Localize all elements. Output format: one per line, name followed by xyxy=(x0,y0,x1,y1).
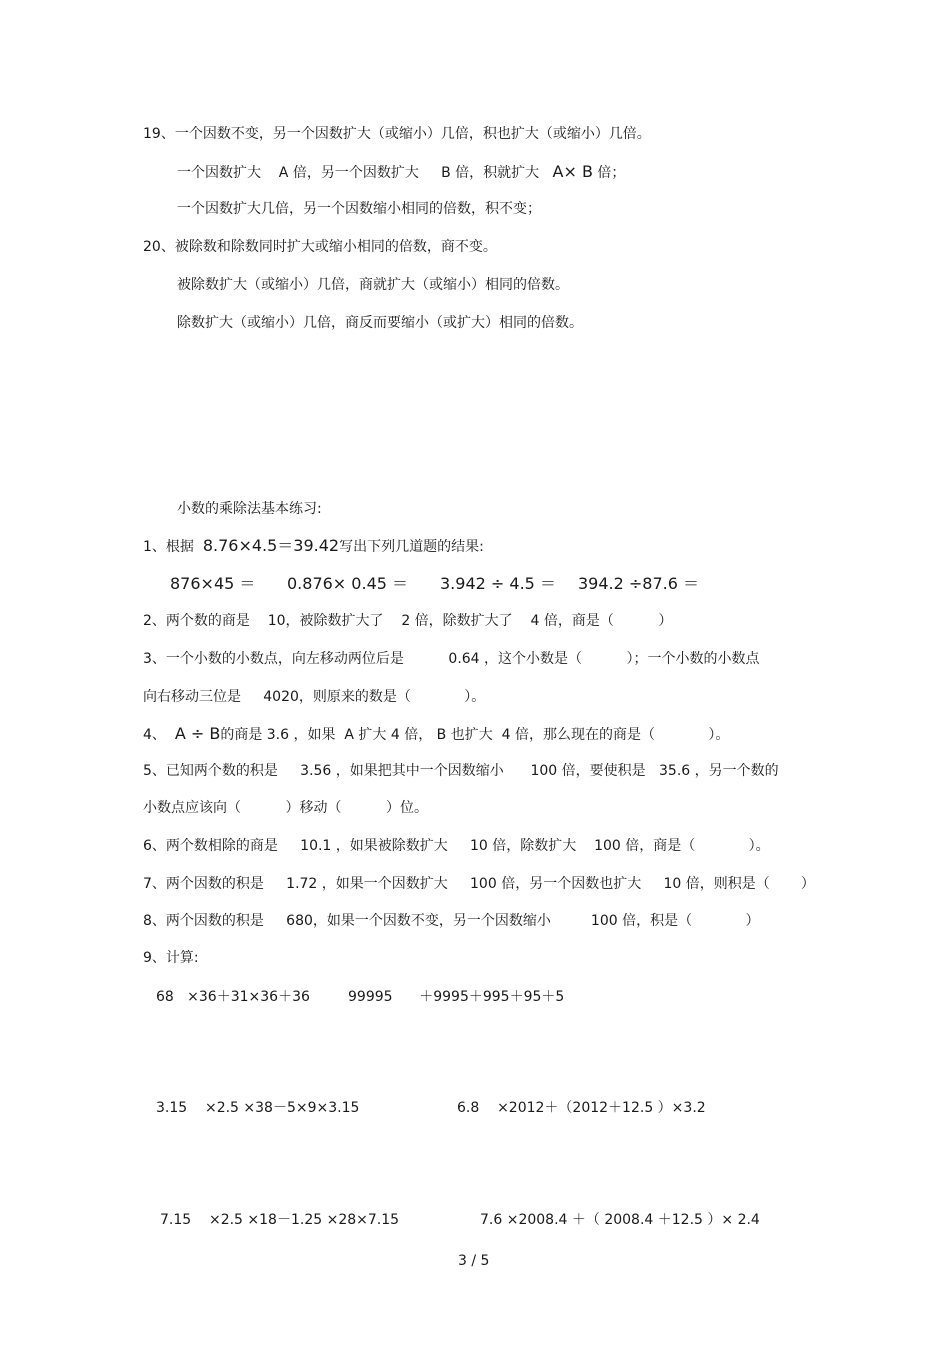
calc-expression: 7.15 ×2.5 ×18－1.25 ×28×7.15 xyxy=(160,1212,400,1228)
question-1 xyxy=(143,537,484,556)
calc-expression: 3.15 ×2.5 ×38－5×9×3.15 xyxy=(156,1100,360,1116)
rule-19: 19、一个因数不变，另一个因数扩大（或缩小）几倍，积也扩大（或缩小）几倍。 xyxy=(143,126,651,142)
rule-19a-end: 倍； xyxy=(597,165,626,181)
rule-19a-expr: A× B xyxy=(552,162,593,181)
calc-expression: 7.6 ×2008.4 ＋（ 2008.4 ＋12.5 ）× 2.4 xyxy=(480,1212,760,1228)
question-1-prefix: 1、根据 xyxy=(143,539,194,555)
question-3-line1: 3、一个小数的小数点，向左移动两位后是 0.64 ，这个小数是（ ）；一个小数的小数点 xyxy=(143,651,760,667)
question-4-expr: A ÷ B xyxy=(174,724,221,743)
question-7: 7、两个因数的积是 1.72 ，如果一个因数扩大 100 倍，另一个因数也扩大 10 倍，则积是（ ） xyxy=(143,876,815,892)
page-number: 3 / 5 xyxy=(458,1253,490,1269)
rule-19b: 一个因数扩大几倍，另一个因数缩小相同的倍数，积不变； xyxy=(177,201,541,217)
question-1-item: 394.2 ÷87.6 ＝ xyxy=(578,574,700,593)
rule-19a-text: 一个因数扩大 A 倍，另一个因数扩大 B 倍，积就扩大 xyxy=(177,165,540,181)
question-8: 8、两个因数的积是 680，如果一个因数不变，另一个因数缩小 100 倍，积是（ ） xyxy=(143,913,760,929)
question-4-prefix: 4、 xyxy=(143,727,166,743)
question-1-item: 876×45 ＝ xyxy=(170,574,256,593)
rule-19a xyxy=(177,163,625,182)
question-4-rest: 的商是 3.6 ，如果 A 扩大 4 倍， B 也扩大 4 倍，那么现在的商是（ ）。 xyxy=(220,727,730,743)
question-1-suffix: 写出下列几道题的结果: xyxy=(339,539,484,555)
question-3-line2: 向右移动三位是 4020，则原来的数是（ ）。 xyxy=(143,689,486,705)
question-5-line2: 小数点应该向（ ）移动（ ）位。 xyxy=(143,800,429,816)
calc-expression: 6.8 ×2012＋（2012＋12.5 ）×3.2 xyxy=(457,1100,706,1116)
question-5-line1: 5、已知两个数的积是 3.56 ，如果把其中一个因数缩小 100 倍，要使积是 35.6 ，另一个数的 xyxy=(143,763,779,779)
question-4 xyxy=(143,725,729,744)
question-1-item: 0.876× 0.45 ＝ xyxy=(287,574,409,593)
question-1-expr: 8.76×4.5＝39.42 xyxy=(202,536,340,555)
calc-expression: 99995 ＋9995＋995＋95＋5 xyxy=(348,989,565,1005)
question-2: 2、两个数的商是 10，被除数扩大了 2 倍，除数扩大了 4 倍，商是（ ） xyxy=(143,613,673,629)
question-1-item: 3.942 ÷ 4.5 ＝ xyxy=(440,574,556,593)
question-9: 9、计算: xyxy=(143,950,199,966)
section-title: 小数的乘除法基本练习: xyxy=(177,501,322,517)
rule-20: 20、被除数和除数同时扩大或缩小相同的倍数，商不变。 xyxy=(143,239,497,255)
calc-expression: 68 ×36＋31×36＋36 xyxy=(156,989,310,1005)
rule-20a: 被除数扩大（或缩小）几倍，商就扩大（或缩小）相同的倍数。 xyxy=(177,277,569,293)
rule-20b: 除数扩大（或缩小）几倍，商反而要缩小（或扩大）相同的倍数。 xyxy=(177,315,583,331)
question-6: 6、两个数相除的商是 10.1 ，如果被除数扩大 10 倍，除数扩大 100 倍，商是（ ）。 xyxy=(143,838,770,854)
